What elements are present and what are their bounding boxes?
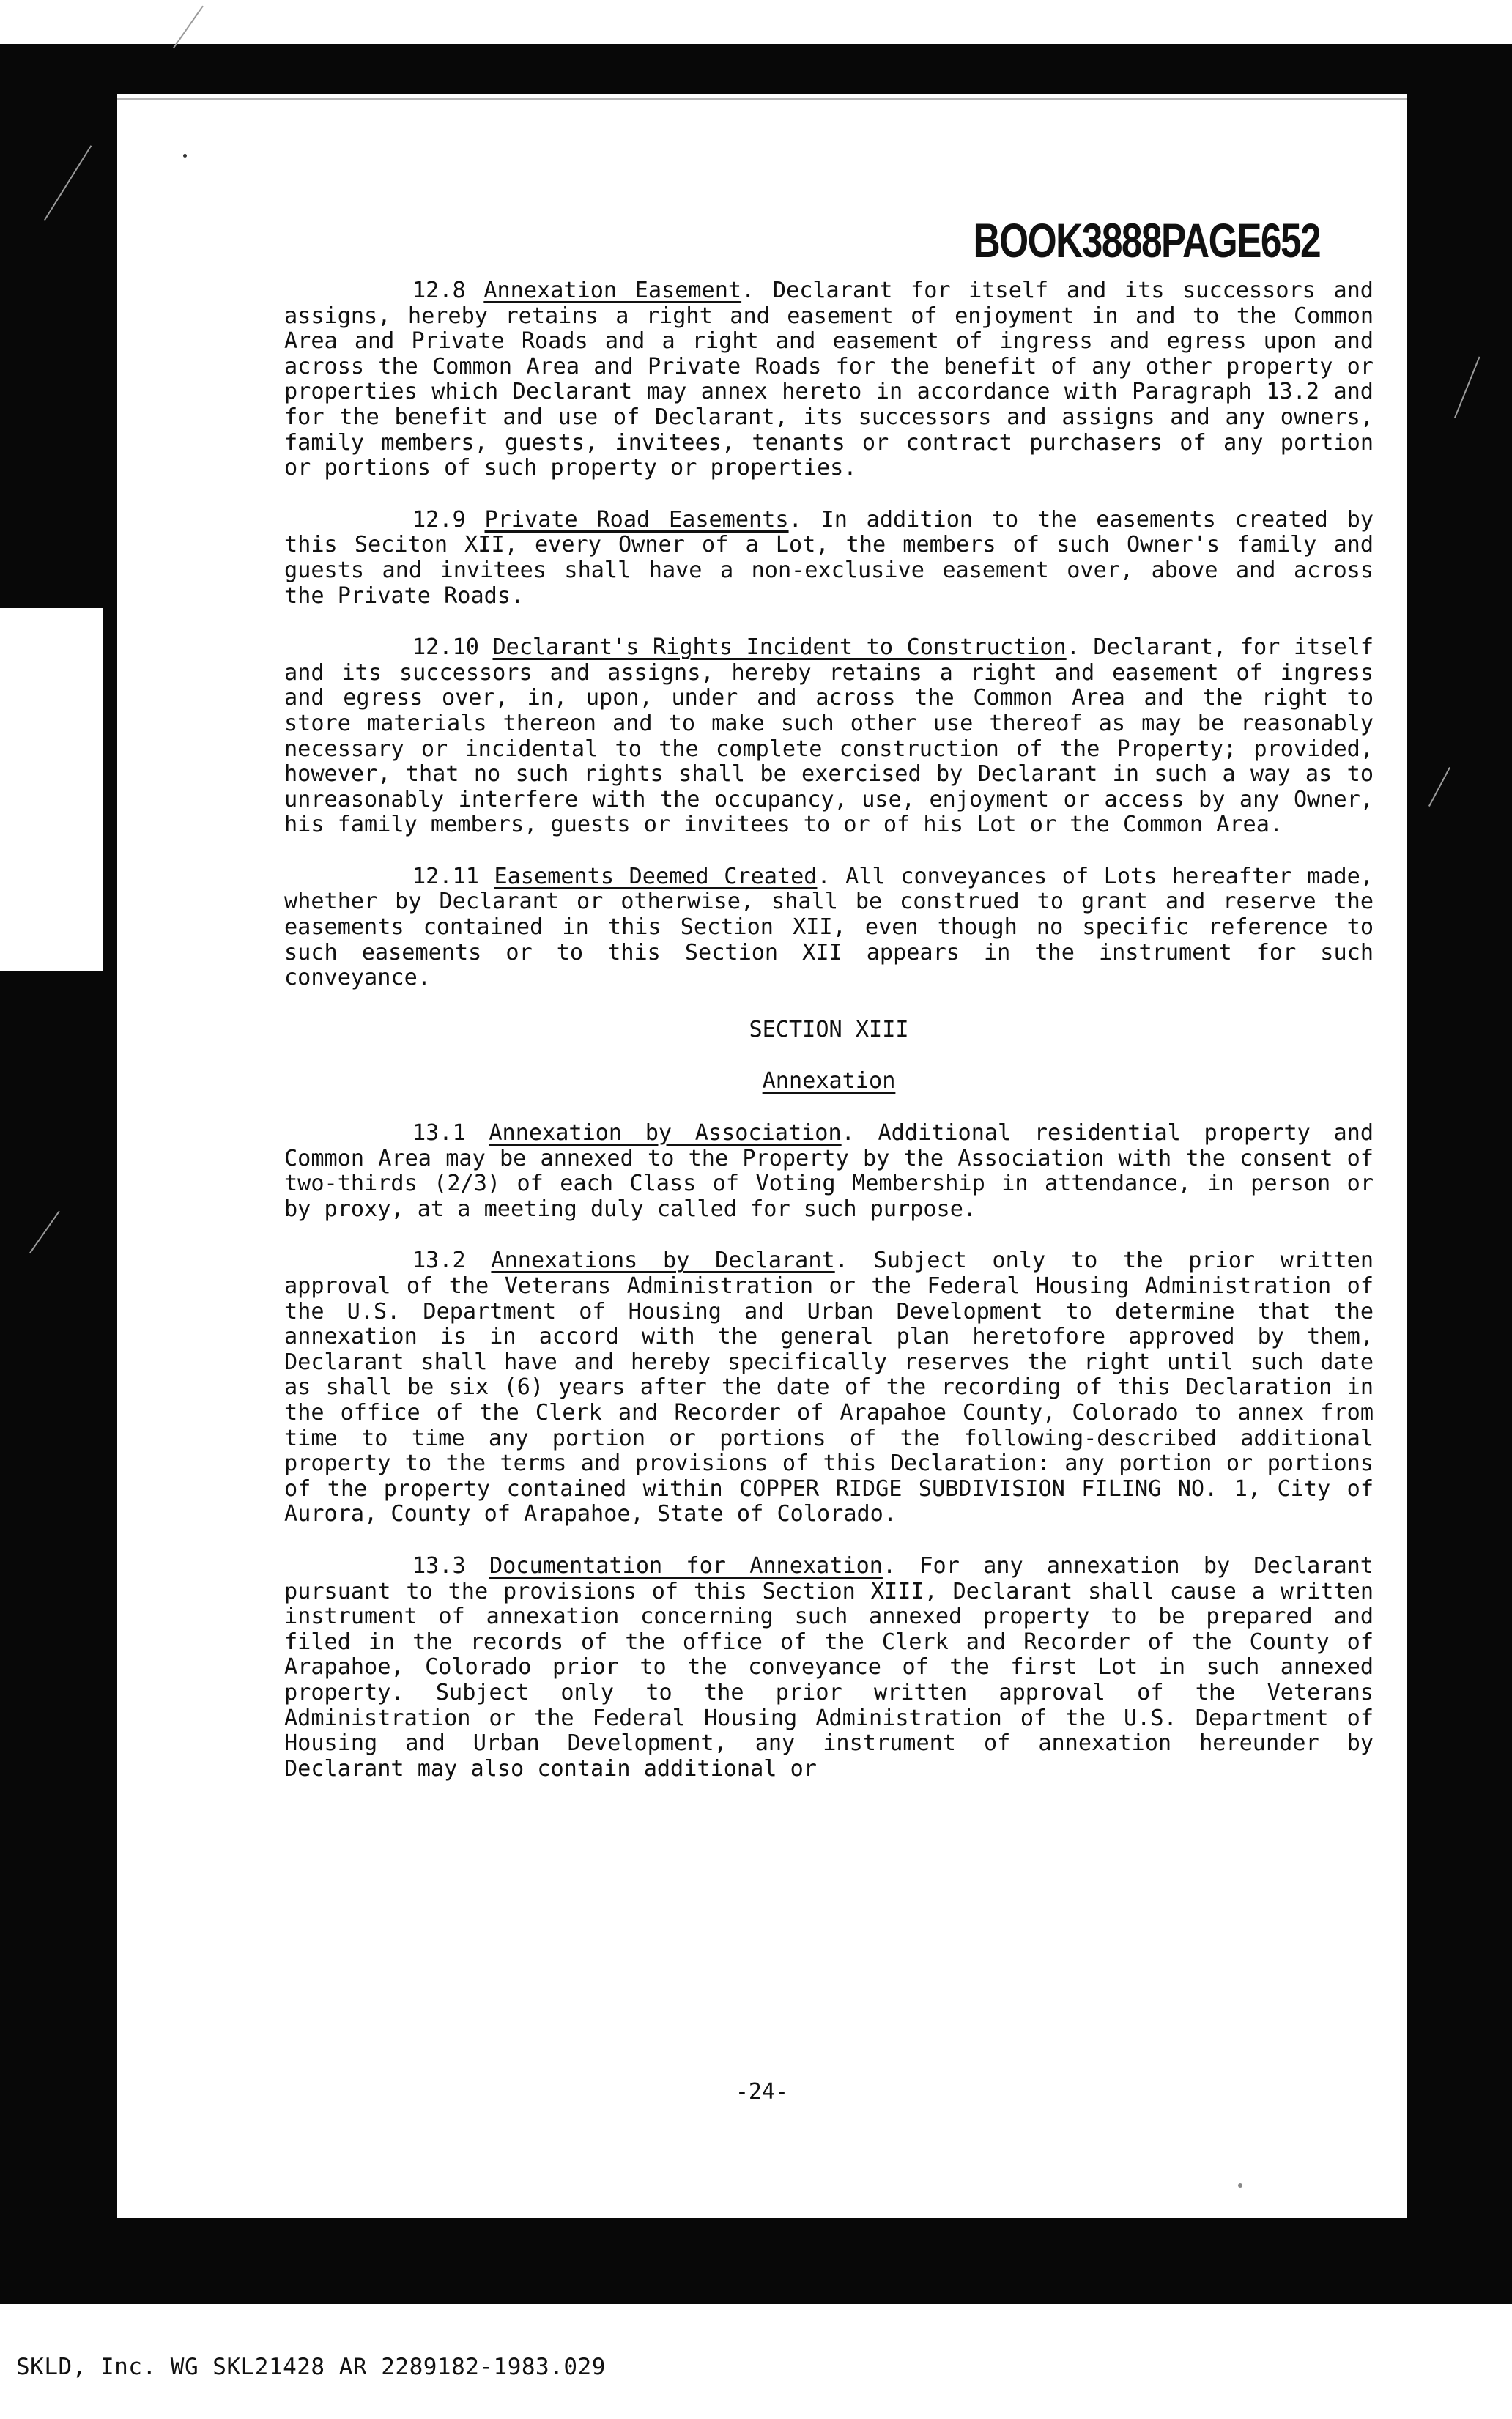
frame-scratch [1428, 767, 1450, 807]
paragraph-title: Annexations by Declarant [491, 1248, 835, 1274]
paragraph-12-9 [284, 508, 1374, 609]
paragraph-title: Private Road Easements [484, 506, 789, 533]
paragraph-13-2 [284, 1248, 1374, 1527]
section-heading: SECTION XIII [749, 1016, 909, 1042]
paragraph-title: Easements Deemed Created [494, 863, 818, 889]
paragraph-number: 13.2 [412, 1248, 466, 1274]
paragraph-text: . Subject only to the prior written approval of the Veterans Administration or the Federal Housing Administration of the U.S. Department of Housing and Urban Development to determine that the annexation is in accord with the general plan heretofore approved by them, Declarant shall have and hereby specifically reserves the right until such date as shall be six (6) years after the date of the recording of this Declaration in the office of the Clerk and Recorder of Arapahoe County, Colorado to annex from time to time any portion or portions of the following-described additional property to the terms and provisions of this Declaration: any portion or portions of the property contained within COPPER RIDGE SUBDIVISION FILING NO. 1, City of Aurora, County of Arapahoe, State of Colorado. [284, 1248, 1374, 1527]
paragraph-number: 12.8 [412, 278, 466, 303]
page-number: -24- [735, 2079, 789, 2105]
section-title-text: Annexation [762, 1068, 896, 1094]
frame-scratch [1454, 357, 1480, 418]
paragraph-text: . Additional residential property and Common Area may be annexed to the Property by the Association with the consent of two-thirds (2/3) of each Class of Voting Membership in attendance, in person or by proxy, at a meeting duly called for such purpose. [284, 1120, 1374, 1222]
frame-scratch [173, 6, 204, 48]
paragraph-text: . Declarant, for itself and its successors and assigns, hereby retains a right and easement of ingress and egress over, in, upon, under and across the Common Area and the right to store materials thereon and to make such other use thereof as may be reasonably necessary or incidental to the complete construction of the Property; provided, however, that no such rights shall be exercised by Declarant in such a way as to unreasonably interfere with the occupancy, use, enjoyment or access by any Owner, his family members, guests or invitees to or of his Lot or the Common Area. [284, 634, 1374, 838]
paragraph-number: 13.3 [412, 1552, 466, 1579]
paragraph-text: . In addition to the easements created by this Seciton XII, every Owner of a Lot, the members of such Owner's family and guests and invitees shall have a non-exclusive easement over, above and across the Private Roads. [284, 506, 1374, 609]
paragraph-title: Declarant's Rights Incident to Construction [492, 634, 1067, 661]
paragraph-number: 13.1 [412, 1120, 466, 1146]
paragraph-13-1 [284, 1121, 1374, 1222]
paragraph-text: . Declarant for itself and its successors and assigns, hereby retains a right and easement of enjoyment in and to the Common Area and Private Roads and a right and easement of ingress and egress upon and across the Common Area and Private Roads for the benefit of any other property or properties which Declarant may annex hereto in accordance with Paragraph 13.2 and for the benefit and use of Declarant, its successors and assigns and any owners, family members, guests, invitees, tenants or contract purchasers of any portion or portions of such property or properties. [284, 278, 1374, 481]
paragraph-text: . All conveyances of Lots hereafter made, whether by Declarant or otherwise, shall be construed to grant and reserve the easements contained in this Section XII, even though no specific reference to such easements or to this Section XII appears in the instrument for such conveyance. [284, 863, 1374, 991]
paragraph-title: Documentation for Annexation [489, 1552, 883, 1579]
book-page-stamp: BOOK3888PAGE652 [973, 213, 1320, 267]
paragraph-text: . For any annexation by Declarant pursuant to the provisions of this Section XIII, Declarant shall cause a written instrument of annexation concerning such annexed property to be prepared and filed in the records of the office of the Clerk and Recorder of the County of Arapahoe, Colorado prior to the conveyance of the first Lot in such annexed property. Subject only to the prior written approval of the Veterans Administration or the Federal Housing Administration of the U.S. Department of Housing and Urban Development, any instrument of annexation hereunder by Declarant may also contain additional or [284, 1552, 1374, 1782]
footer-stamp: SKLD, Inc. WG SKL21428 AR 2289182-1983.029 [16, 2354, 606, 2380]
section-title [284, 1069, 1374, 1094]
paragraph-12-11 [284, 864, 1374, 991]
paragraph-number: 12.10 [412, 634, 479, 661]
paragraph-title: Annexation by Association [489, 1120, 842, 1146]
paragraph-12-8 [284, 278, 1374, 481]
frame-scratch [44, 145, 92, 221]
paper-top-edge [117, 98, 1407, 100]
scan-speck [183, 154, 187, 158]
paragraph-number: 12.11 [412, 863, 479, 889]
paper-sheet [117, 94, 1407, 2218]
scan-speck [1238, 2183, 1242, 2188]
scan-left-band [0, 608, 103, 971]
paragraph-number: 12.9 [412, 506, 466, 533]
document-body [284, 278, 1374, 1808]
frame-scratch [29, 1211, 60, 1253]
paragraph-title: Annexation Easement [483, 278, 742, 303]
paragraph-12-10 [284, 635, 1374, 838]
paragraph-13-3 [284, 1554, 1374, 1782]
